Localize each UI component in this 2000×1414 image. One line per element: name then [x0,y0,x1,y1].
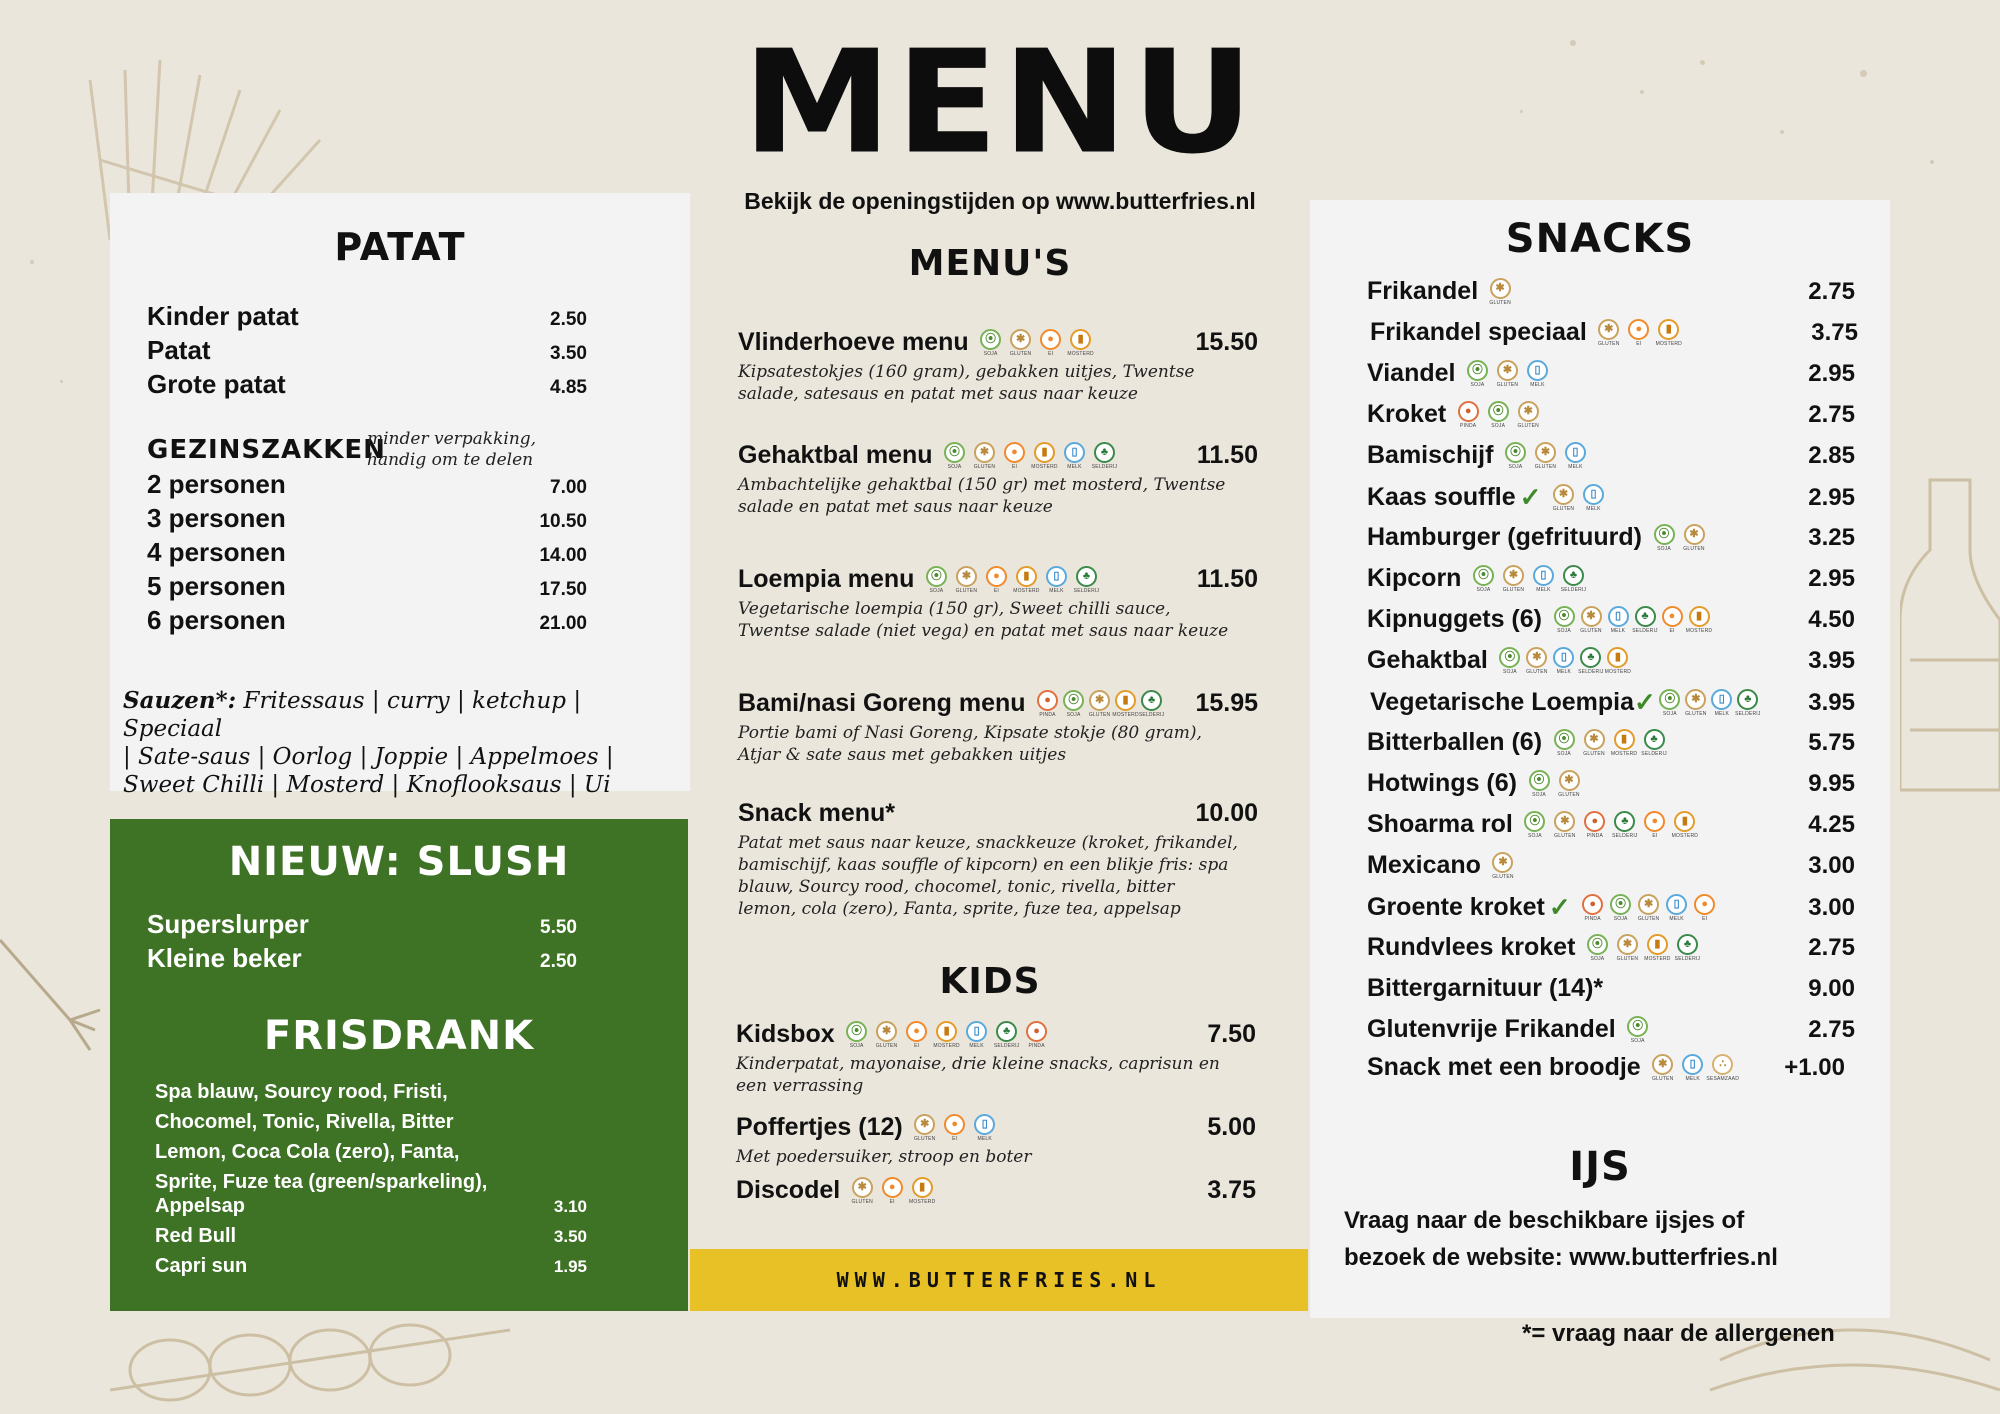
snack-row: Viandel ⦿ SOJA ✱ GLUTEN ▯ MELK 2.95 [1367,359,1855,388]
soja-icon: ⦿ SOJA [1062,690,1086,718]
ei-icon: ● EI [1003,442,1027,470]
snack-row: Bittergarnituur (14)* 9.00 [1367,974,1855,1002]
gluten-icon: ✱ GLUTEN [1488,278,1512,306]
soja-icon: ⦿ SOJA [1465,360,1489,388]
melk-icon: ▯ MELK [1525,360,1549,388]
item-name: Superslurper [147,909,309,939]
allergen-icons [943,442,1117,470]
item-name: 2 personen [147,469,286,499]
soja-icon: ⦿ SOJA [1527,770,1551,798]
gluten-icon: ✱ GLUTEN [1684,689,1708,717]
gluten-icon: ✱ GLUTEN [1525,647,1549,675]
item-price: 3.10 [553,1197,587,1216]
soja-icon: ⦿ SOJA [1658,689,1682,717]
menu-item-name: Discodel [736,1176,841,1204]
menu-item-desc: Kipsatestokjes (160 gram), gebakken uitjes, Twentse salade, satesaus en patat met saus naar keuze [738,362,1195,404]
soja-icon: ⦿ SOJA [1626,1016,1650,1044]
vegetarian-icon: ✓ [1548,892,1571,922]
gluten-icon: ✱ GLUTEN [1501,565,1525,593]
ei-icon: ● EI [1039,329,1063,357]
menu-item-name: Loempia menu [738,565,915,593]
melk-icon: ▯ MELK [1552,647,1576,675]
menu-item-price: 11.50 [1196,441,1258,469]
sesam-icon: ∴ SESAMZAAD [1711,1054,1735,1082]
item-price: 4.85 [550,377,587,398]
mosterd-icon: ▮ MOSTERD [935,1021,959,1049]
snack-row: Glutenvrije Frikandel ⦿ SOJA 2.75 [1367,1015,1855,1044]
frisdrank-line: Sprite, Fuze tea (green/sparkeling), [155,1171,488,1193]
menu-item-snack-menu [738,799,1258,920]
gluten-icon: ✱ GLUTEN [1579,606,1603,634]
menu-item-name: Kidsbox [736,1020,835,1048]
snack-row: Rundvlees kroket ⦿ SOJA ✱ GLUTEN ▮ MOSTERD ♣ SELDERIJ 2.75 [1367,933,1855,962]
selderij-icon: ♣ SELDERIJ [1140,690,1164,718]
menu-row [147,943,577,974]
soja-icon: ⦿ SOJA [1552,606,1576,634]
pinda-icon: ● PINDA [1583,811,1607,839]
melk-icon: ▯ MELK [1606,606,1630,634]
menu-item-price: 11.50 [1196,565,1258,593]
menu-item-price: 5.00 [1207,1113,1256,1141]
soja-icon: ⦿ SOJA [979,329,1003,357]
item-name: Grote patat [147,369,286,399]
menu-item-name: Vlinderhoeve menu [738,328,969,356]
selderij-icon: ♣ SELDERIJ [1074,566,1098,594]
allergen-icons [1036,690,1164,718]
snack-row: Frikandel ✱ GLUTEN 2.75 [1367,277,1855,306]
sauzen-line: Sweet Chilli | Mosterd | Knoflooksaus | Ui [123,772,611,798]
selderij-icon: ♣ SELDERIJ [1675,934,1699,962]
speckle [60,380,63,383]
gluten-icon: ✱ GLUTEN [1533,442,1557,470]
soja-icon: ⦿ SOJA [1523,811,1547,839]
allergen-icons [845,1021,1049,1049]
gluten-icon: ✱ GLUTEN [1651,1054,1675,1082]
menus-title: MENU'S [908,243,1072,284]
selderij-icon: ♣ SELDERIJ [1633,606,1657,634]
menu-item-price: 3.75 [1207,1176,1256,1204]
allergen-icons [924,566,1098,594]
gluten-icon: ✱ GLUTEN [1637,894,1661,922]
menu-item-discodel [736,1176,1256,1205]
snack-row: Hamburger (gefrituurd) ⦿ SOJA ✱ GLUTEN 3.25 [1367,523,1855,552]
sauzen-line: | Sate-saus | Oorlog | Joppie | Appelmoes | [123,744,614,770]
item-price: 14.00 [539,545,587,566]
snack-row: Shoarma rol ⦿ SOJA ✱ GLUTEN ● PINDA ♣ SELDERIJ ● EI ▮ MOSTERD 4.25 [1367,810,1855,839]
item-name: 3 personen [147,503,286,533]
ijs-line: Vraag naar de beschikbare ijsjes of [1344,1207,1745,1234]
mosterd-icon: ▮ MOSTERD [1673,811,1697,839]
menu-row [147,301,587,332]
frisdrank-list [155,1077,487,1197]
menu-row [147,571,587,602]
menu-item-name: Poffertjes (12) [736,1113,903,1141]
vegetarian-icon: ✓ [1634,687,1656,717]
menu-row [147,469,587,500]
melk-icon: ▯ MELK [1563,442,1587,470]
gluten-icon: ✱ GLUTEN [1491,852,1515,880]
ei-icon: ● EI [943,1114,967,1142]
pinda-icon: ● PINDA [1456,401,1480,429]
snack-row: Gehaktbal ⦿ SOJA ✱ GLUTEN ▯ MELK ♣ SELDERIJ ▮ MOSTERD 3.95 [1367,646,1855,675]
soja-icon: ⦿ SOJA [845,1021,869,1049]
gluten-icon: ✱ GLUTEN [1516,401,1540,429]
menu-item-loempia [738,565,1258,642]
snack-row: Kipnuggets (6) ⦿ SOJA ✱ GLUTEN ▯ MELK ♣ SELDERIJ ● EI ▮ MOSTERD 4.50 [1367,605,1855,634]
snack-row: Mexicano ✱ GLUTEN 3.00 [1367,851,1855,880]
mosterd-icon: ▮ MOSTERD [1657,319,1681,347]
menu-item-vlinderhoeve [738,328,1258,405]
frisdrank-title: FRISDRANK [263,1013,535,1059]
mosterd-icon: ▮ MOSTERD [1033,442,1057,470]
item-price: 17.50 [539,579,587,600]
kids-title: KIDS [939,961,1041,1002]
menu-item-bami-nasi [738,689,1258,766]
item-name: Kinder patat [147,301,299,331]
snack-row: Kipcorn ⦿ SOJA ✱ GLUTEN ▯ MELK ♣ SELDERIJ 2.95 [1367,564,1855,593]
melk-icon: ▯ MELK [1044,566,1068,594]
soja-icon: ⦿ SOJA [1585,934,1609,962]
mosterd-icon: ▮ MOSTERD [1612,729,1636,757]
mosterd-icon: ▮ MOSTERD [1687,606,1711,634]
drinks-panel [110,819,688,1311]
menu-item-desc: Patat met saus naar keuze, snackkeuze (kroket, frikandel, bamischijf, kaas souffle of kipcorn) en een blikje fris: spa blauw, Sourcy rood, chocomel, tonic, rivella, bitter lemon, cola (zero), Fanta, sprite, fuze tea, appelsap [738,833,1238,919]
soja-icon: ⦿ SOJA [1486,401,1510,429]
ei-icon: ● EI [905,1021,929,1049]
gluten-icon: ✱ GLUTEN [954,566,978,594]
patat-panel [110,193,690,798]
item-name: 4 personen [147,537,286,567]
menu-item-name: Gehaktbal menu [738,441,933,469]
menu-row [147,537,587,568]
melk-icon: ▯ MELK [1681,1054,1705,1082]
menu-item-price: 7.50 [1207,1020,1256,1048]
website-banner[interactable] [690,1249,1308,1311]
allergen-icons [850,1177,934,1205]
item-name: Appelsap [155,1195,246,1217]
item-price: 2.50 [540,951,577,972]
selderij-icon: ♣ SELDERIJ [1093,442,1117,470]
menu-item-gehaktbal [738,441,1258,518]
soja-icon: ⦿ SOJA [1471,565,1495,593]
snack-row: Kaas souffle ✓ ✱ GLUTEN ▯ MELK 2.95 [1367,482,1855,512]
gluten-icon: ✱ GLUTEN [1597,319,1621,347]
mosterd-icon: ▮ MOSTERD [1645,934,1669,962]
item-price: 7.00 [550,477,587,498]
ijs-line: bezoek de website: www.butterfries.nl [1344,1244,1778,1271]
sauzen-list [123,687,683,799]
melk-icon: ▯ MELK [1710,689,1734,717]
soja-icon: ⦿ SOJA [1609,894,1633,922]
menu-row [147,909,577,940]
gluten-icon: ✱ GLUTEN [1551,484,1575,512]
page-title: MENU [742,20,1258,186]
snacks-title: SNACKS [1505,216,1695,262]
menu-row [155,1255,587,1278]
soja-icon: ⦿ SOJA [1498,647,1522,675]
item-name: 5 personen [147,571,286,601]
melk-icon: ▯ MELK [973,1114,997,1142]
gluten-icon: ✱ GLUTEN [1553,811,1577,839]
item-name: Patat [147,335,211,365]
gluten-icon: ✱ GLUTEN [1557,770,1581,798]
mosterd-icon: ▮ MOSTERD [1014,566,1038,594]
menu-item-name: Snack menu* [738,799,896,827]
gluten-icon: ✱ GLUTEN [1582,729,1606,757]
selderij-icon: ♣ SELDERIJ [1642,729,1666,757]
selderij-icon: ♣ SELDERIJ [995,1021,1019,1049]
ei-icon: ● EI [1660,606,1684,634]
ijs-text [1344,1202,1778,1276]
menu-row [147,335,587,366]
item-price: 1.95 [553,1257,587,1276]
menu-row [147,369,587,400]
frisdrank-line: Chocomel, Tonic, Rivella, Bitter [155,1111,454,1133]
item-price: 3.50 [550,343,587,364]
speckle [30,260,34,264]
soja-icon: ⦿ SOJA [943,442,967,470]
gluten-icon: ✱ GLUTEN [1009,329,1033,357]
selderij-icon: ♣ SELDERIJ [1579,647,1603,675]
menu-row [155,1225,587,1248]
soja-icon: ⦿ SOJA [1503,442,1527,470]
snack-row: Bitterballen (6) ⦿ SOJA ✱ GLUTEN ▮ MOSTERD ♣ SELDERIJ 5.75 [1367,728,1855,757]
sauzen-label: Sauzen*: [123,687,237,714]
allergen-icons [979,329,1093,357]
gezinszakken-note-line: handig om te delen [367,450,534,470]
gluten-icon: ✱ GLUTEN [1495,360,1519,388]
snack-row: Hotwings (6) ⦿ SOJA ✱ GLUTEN 9.95 [1367,769,1855,798]
pinda-icon: ● PINDA [1581,894,1605,922]
frisdrank-line: Lemon, Coca Cola (zero), Fanta, [155,1141,460,1163]
item-name: Red Bull [155,1225,237,1247]
soja-icon: ⦿ SOJA [924,566,948,594]
ei-icon: ● EI [1643,811,1667,839]
frisdrank-line: Spa blauw, Sourcy rood, Fristi, [155,1081,448,1103]
ei-icon: ● EI [984,566,1008,594]
melk-icon: ▯ MELK [1063,442,1087,470]
mosterd-icon: ▮ MOSTERD [1069,329,1093,357]
ei-icon: ● EI [880,1177,904,1205]
menu-item-desc: Portie bami of Nasi Goreng, Kipsate stokje (80 gram), Atjar & sate saus met gebakken uitjes [738,723,1202,765]
menu-item-kidsbox [736,1020,1256,1097]
gluten-icon: ✱ GLUTEN [875,1021,899,1049]
melk-icon: ▯ MELK [1665,894,1689,922]
snack-row: Kroket ● PINDA ⦿ SOJA ✱ GLUTEN 2.75 [1367,400,1855,429]
menu-item-price: 10.00 [1195,799,1258,827]
melk-icon: ▯ MELK [965,1021,989,1049]
allergen-footnote: *= vraag naar de allergenen [1522,1320,1835,1347]
gezinszakken-note [367,429,536,471]
skewer-sketch [110,1310,530,1414]
menu-item-poffertjes [736,1113,1256,1168]
gluten-icon: ✱ GLUTEN [973,442,997,470]
ei-icon: ● EI [1693,894,1717,922]
fork-sketch [0,920,110,1065]
gluten-icon: ✱ GLUTEN [1615,934,1639,962]
mosterd-icon: ▮ MOSTERD [1114,690,1138,718]
item-name: Capri sun [155,1255,248,1277]
gluten-icon: ✱ GLUTEN [1682,524,1706,552]
pinda-icon: ● PINDA [1036,690,1060,718]
menu-item-desc: Met poedersuiker, stroop en boter [736,1147,1032,1167]
sauzen-line: Fritessaus | curry | ketchup | Speciaal [123,688,582,742]
snack-row: Bamischijf ⦿ SOJA ✱ GLUTEN ▯ MELK 2.85 [1367,441,1855,470]
gezinszakken-title: GEZINSZAKKEN [147,435,386,465]
soja-icon: ⦿ SOJA [1552,729,1576,757]
website-banner-text[interactable]: WWW.BUTTERFRIES.NL [836,1268,1162,1292]
item-price: 10.50 [539,511,587,532]
menu-item-desc: Kinderpatat, mayonaise, drie kleine snacks, caprisun en een verrassing [736,1054,1220,1096]
slush-title: NIEUW: SLUSH [228,839,570,885]
snack-row: Vegetarische Loempia ✓ ⦿ SOJA ✱ GLUTEN ▯ MELK ♣ SELDERIJ 3.95 [1370,687,1855,717]
menu-row [147,605,587,636]
allergen-icons [913,1114,997,1142]
menu-item-desc: Vegetarische loempia (150 gr), Sweet chilli sauce, Twentse salade (niet vega) en patat met saus naar keuze [738,599,1229,641]
page-subtitle: Bekijk de openingstijden op www.butterfries.nl [744,188,1256,214]
selderij-icon: ♣ SELDERIJ [1613,811,1637,839]
item-price: 21.00 [539,613,587,634]
gluten-icon: ✱ GLUTEN [913,1114,937,1142]
item-price: 2.50 [550,309,587,330]
vegetarian-icon: ✓ [1519,482,1542,512]
item-price: 5.50 [540,917,577,938]
menu-row [147,503,587,534]
ei-icon: ● EI [1627,319,1651,347]
ijs-title: IJS [1569,1144,1631,1190]
menu-item-price: 15.50 [1195,328,1258,356]
gezinszakken-note-line: minder verpakking, [367,429,537,449]
melk-icon: ▯ MELK [1581,484,1605,512]
item-name: Kleine beker [147,943,302,973]
patat-title: PATAT [334,225,466,269]
menu-row [155,1195,587,1218]
melk-icon: ▯ MELK [1531,565,1555,593]
menu-item-price: 15.95 [1195,689,1258,717]
mosterd-icon: ▮ MOSTERD [910,1177,934,1205]
bottle-sketch [1900,470,2000,805]
snack-row: Groente kroket ✓ ● PINDA ⦿ SOJA ✱ GLUTEN ▯ MELK ● EI 3.00 [1367,892,1855,922]
soja-icon: ⦿ SOJA [1652,524,1676,552]
gluten-icon: ✱ GLUTEN [1088,690,1112,718]
item-name: 6 personen [147,605,286,635]
pinda-icon: ● PINDA [1025,1021,1049,1049]
item-price: 3.50 [553,1227,587,1246]
selderij-icon: ♣ SELDERIJ [1736,689,1760,717]
snack-row: Snack met een broodje ✱ GLUTEN ▯ MELK ∴ SESAMZAAD +1.00 [1367,1053,1845,1082]
gluten-icon: ✱ GLUTEN [850,1177,874,1205]
mosterd-icon: ▮ MOSTERD [1606,647,1630,675]
menu-item-name: Bami/nasi Goreng menu [738,689,1026,717]
menu-item-desc: Ambachtelijke gehaktbal (150 gr) met mosterd, Twentse salade en patat met saus naar keuze [738,475,1226,517]
snack-row: Frikandel speciaal ✱ GLUTEN ● EI ▮ MOSTERD 3.75 [1370,318,1858,347]
selderij-icon: ♣ SELDERIJ [1561,565,1585,593]
